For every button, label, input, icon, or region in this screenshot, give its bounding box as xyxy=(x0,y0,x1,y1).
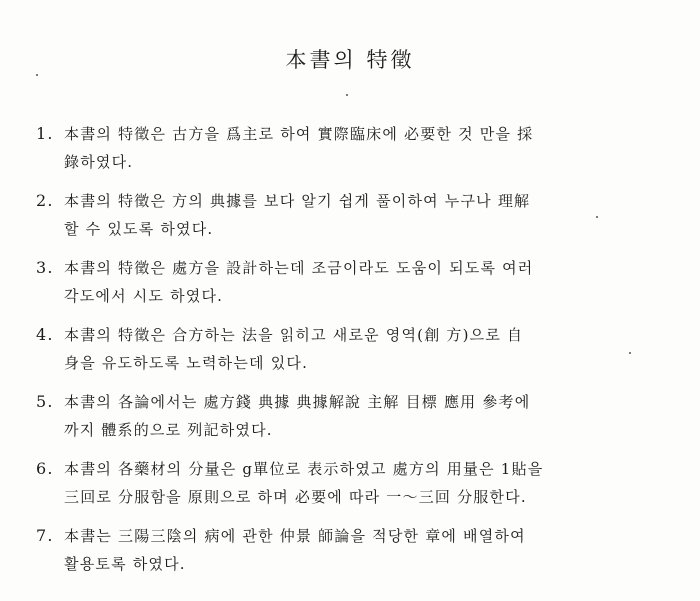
item-text-line: 할 수 있도록 하였다. xyxy=(64,220,214,238)
item-text-line: 활용토록 하였다. xyxy=(64,555,186,573)
item-text-line: 각도에서 시도 하였다. xyxy=(64,287,224,305)
scan-speck xyxy=(346,94,348,96)
item-number: 1. xyxy=(36,124,54,143)
item-number: 2. xyxy=(36,191,54,210)
list-item xyxy=(36,120,656,176)
list-item xyxy=(36,321,656,377)
item-number: 6. xyxy=(36,459,54,478)
item-text-line: 本書는 三陽三陰의 病에 관한 仲景 師論을 적당한 章에 배열하여 xyxy=(64,527,526,545)
list-item xyxy=(36,254,656,310)
list-item xyxy=(36,522,656,578)
item-text-line: 本書의 各藥材의 分量은 g單位로 表示하였고 處方의 用量은 1貼을 xyxy=(64,460,544,478)
list-item xyxy=(36,187,656,243)
scan-speck xyxy=(629,352,631,354)
item-text-line: 까지 體系的으로 列記하였다. xyxy=(64,421,273,439)
scan-speck xyxy=(36,74,38,76)
item-text-line: 本書의 特徵은 方의 典據를 보다 알기 쉽게 풀이하여 누구나 理解 xyxy=(64,192,531,210)
list-item xyxy=(36,455,656,511)
item-text-line: 身을 유도하도록 노력하는데 있다. xyxy=(64,354,309,372)
item-text-line: 本書의 特徵은 處方을 設計하는데 조금이라도 도움이 되도록 여러 xyxy=(64,259,534,277)
item-text-line: 錄하였다. xyxy=(64,153,134,171)
item-text-line: 本書의 特徵은 古方을 爲主로 하여 實際臨床에 必要한 것 만을 採 xyxy=(64,125,534,143)
item-text-line: 三回로 分服함을 原則으로 하며 必要에 따라 一～三回 分服한다. xyxy=(64,488,527,506)
item-number: 4. xyxy=(36,325,54,344)
scan-speck xyxy=(596,216,598,218)
item-number: 3. xyxy=(36,258,54,277)
item-number: 7. xyxy=(36,526,54,545)
feature-list xyxy=(36,120,656,589)
list-item xyxy=(36,388,656,444)
item-text-line: 本書의 各論에서는 處方錢 典據 典據解說 主解 目標 應用 參考에 xyxy=(64,393,531,411)
page-title: 本書의 特徵 xyxy=(285,48,415,72)
item-text-line: 本書의 特徵은 合方하는 法을 읽히고 새로운 영역(創 方)으로 自 xyxy=(64,326,524,344)
item-number: 5. xyxy=(36,392,54,411)
